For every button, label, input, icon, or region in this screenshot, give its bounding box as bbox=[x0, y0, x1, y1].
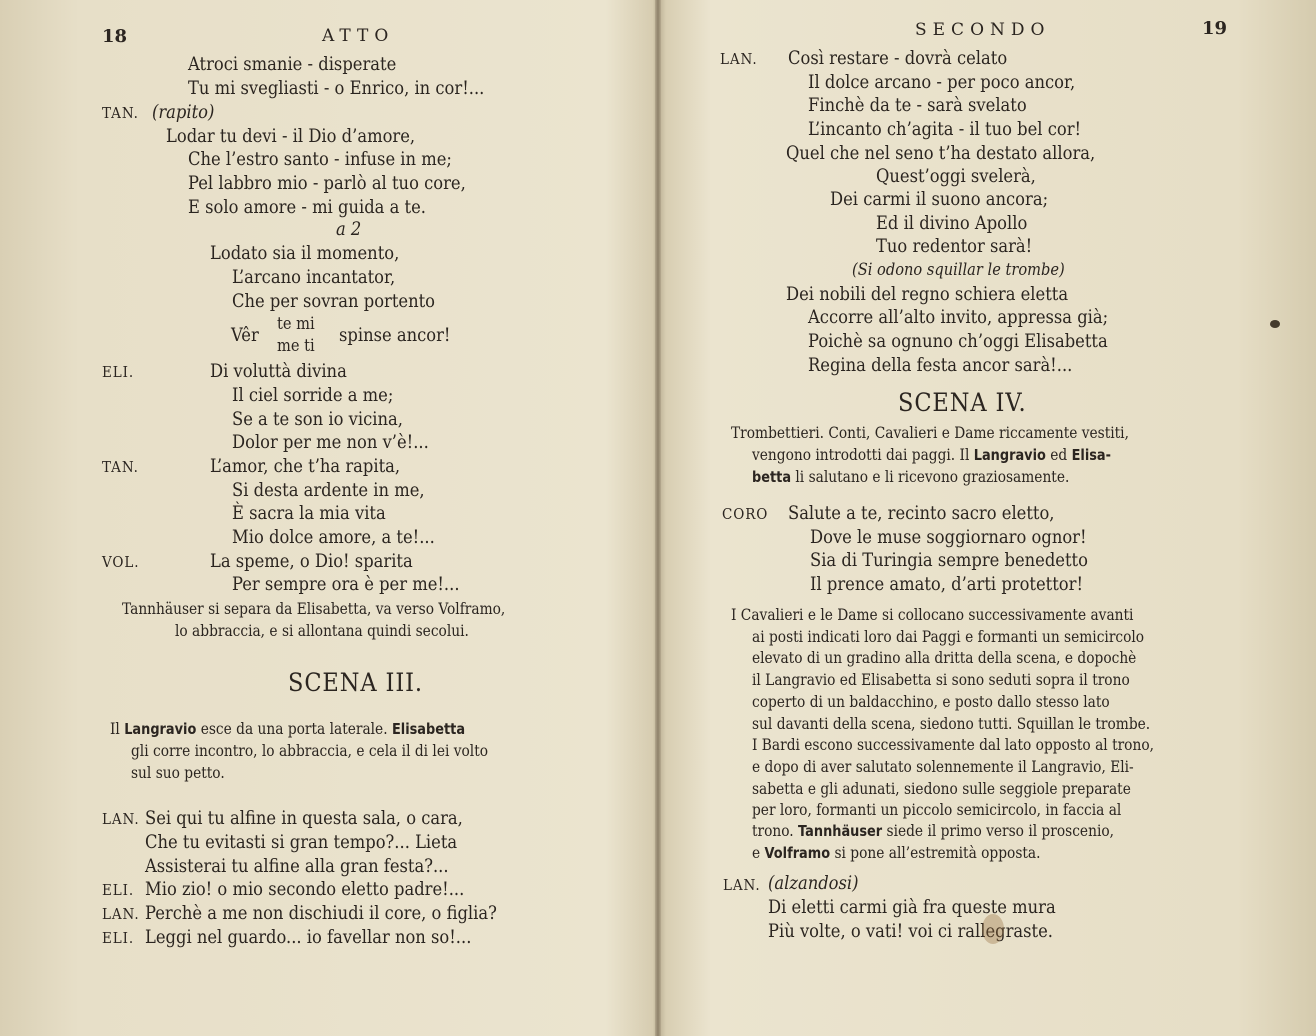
stage-word-il: Il bbox=[110, 719, 120, 738]
stage-direction-line: sul davanti della scena, siedono tutti. Squillan le trombe. bbox=[752, 713, 1151, 733]
chorus-line: Il prence amato, d’arti protettor! bbox=[810, 573, 1084, 595]
dialogue-line: Assisterai tu alfine alla gran festa?... bbox=[145, 855, 449, 877]
character-name-tannhauser: Tannhäuser bbox=[798, 822, 883, 840]
dialogue-line: Perchè a me non dischiudi il core, o figlia? bbox=[145, 902, 497, 924]
stage-direction-line: I Bardi escono successivamente dal lato opposto al trono, bbox=[752, 735, 1154, 755]
stage-direction-line: coperto di un baldacchino, e posto dallo stesso lato bbox=[752, 691, 1110, 711]
stage-direction-1-line-1: Tannhäuser si separa da Elisabetta, va verso Volframo, bbox=[122, 599, 506, 618]
stage-text-exit: esce da una porta laterale. bbox=[200, 719, 388, 738]
stage-direction-line: elevato di un gradino alla dritta della scena, e dopochè bbox=[752, 648, 1137, 668]
verse-line: L’amor, che t’ha rapita, bbox=[210, 455, 401, 477]
speaker-label: LAN. bbox=[720, 50, 758, 68]
character-name-elisa: Elisa- bbox=[1071, 446, 1111, 464]
scene-iv-stage-line-3 bbox=[752, 466, 1069, 489]
speaker-label: TAN. bbox=[102, 104, 139, 122]
speaker-label: ELI. bbox=[102, 929, 135, 947]
paper-stain bbox=[982, 914, 1004, 944]
verse-line: Il ciel sorride a me; bbox=[232, 384, 394, 406]
character-name-langravio-right: Langravio bbox=[973, 446, 1046, 464]
stage-word-ed: ed bbox=[1050, 445, 1068, 464]
scene-title-iii: SCENA III. bbox=[288, 668, 423, 697]
verse-line: Mio dolce amore, a te!... bbox=[232, 526, 435, 548]
stage-line-volframo bbox=[752, 842, 1041, 865]
stage-word-trono: trono. bbox=[752, 821, 794, 840]
speaker-label: ELI. bbox=[102, 363, 135, 381]
dialogue-line: Sei qui tu alfine in questa sala, o cara, bbox=[145, 807, 463, 829]
character-name-elisabetta: Elisabetta bbox=[391, 720, 466, 738]
ver-word: Vêr bbox=[231, 324, 259, 346]
verse-line: Più volte, o vati! voi ci rallegraste. bbox=[768, 920, 1053, 942]
stage-text-siede: siede il primo verso il proscenio, bbox=[886, 821, 1115, 840]
stage-direction-line: il Langravio ed Elisabetta si sono seduti sopra il trono bbox=[752, 670, 1130, 690]
dialogue-line: Leggi nel guardo... io favellar non so!... bbox=[145, 926, 472, 948]
speaker-lan-final: LAN. bbox=[723, 876, 761, 894]
verse-line: Il dolce arcano - per poco ancor, bbox=[808, 71, 1076, 93]
verse-line: Dei nobili del regno schiera eletta bbox=[786, 283, 1069, 305]
page-number-left: 18 bbox=[102, 26, 128, 47]
stage-direction-alzandosi: (alzandosi) bbox=[768, 872, 859, 894]
verse-line: Poichè sa ognuno ch’oggi Elisabetta bbox=[808, 330, 1108, 352]
verse-line: Così restare - dovrà celato bbox=[788, 47, 1008, 69]
speaker-label: LAN. bbox=[102, 810, 140, 828]
speaker-label: CORO bbox=[722, 505, 769, 523]
running-header-right: SECONDO bbox=[915, 20, 1051, 40]
verse-line: Di voluttà divina bbox=[210, 360, 347, 382]
verse-line: L’arcano incantator, bbox=[232, 266, 396, 288]
me-ti-lower: me ti bbox=[277, 336, 315, 356]
verse-line: Tu mi svegliasti - o Enrico, in cor!... bbox=[188, 77, 485, 99]
stage-direction-trombe: (Si odono squillar le trombe) bbox=[852, 260, 1065, 280]
chorus-line: Salute a te, recinto sacro eletto, bbox=[788, 502, 1055, 524]
stage-text-introdotti: vengono introdotti dai paggi. Il bbox=[752, 445, 970, 464]
verse-line: Atroci smanie - disperate bbox=[188, 53, 397, 75]
character-name-volframo: Volframo bbox=[764, 844, 831, 862]
chorus-line: Dove le muse soggiornaro ognor! bbox=[810, 526, 1087, 548]
verse-line: Lodato sia il momento, bbox=[210, 242, 400, 264]
verse-line: Lodar tu devi - il Dio d’amore, bbox=[166, 125, 416, 147]
stage-direction-line: sabetta e gli adunati, siedono sulle seggiole preparate bbox=[752, 778, 1131, 798]
stage-direction-2-line-1 bbox=[110, 718, 465, 741]
stage-direction-line: e dopo di aver salutato solennemente il Langravio, Eli- bbox=[752, 756, 1134, 776]
verse-line: Tuo redentor sarà! bbox=[876, 235, 1033, 257]
stage-direction-2-line-2: gli corre incontro, lo abbraccia, e cela il di lei volto bbox=[131, 741, 489, 760]
verse-line: La speme, o Dio! sparita bbox=[210, 550, 413, 572]
page-number-right: 19 bbox=[1202, 18, 1228, 39]
verse-line: E solo amore - mi guida a te. bbox=[188, 196, 426, 218]
stage-direction-line: I Cavalieri e le Dame si collocano successivamente avanti bbox=[731, 605, 1134, 624]
speaker-label: VOL. bbox=[102, 553, 140, 571]
scene-iv-stage-line-1: Trombettieri. Conti, Cavalieri e Dame riccamente vestiti, bbox=[731, 423, 1129, 442]
verse-line: Per sempre ora è per me!... bbox=[232, 573, 460, 595]
verse-line: Si desta ardente in me, bbox=[232, 479, 425, 501]
stage-text-salutano: li salutano e li ricevono graziosamente. bbox=[795, 467, 1070, 486]
stage-direction-line: per loro, formanti un piccolo semicircolo, in faccia al bbox=[752, 800, 1122, 820]
verse-line: Pel labbro mio - parlò al tuo core, bbox=[188, 172, 466, 194]
verse-line: Che l’estro santo - infuse in me; bbox=[188, 148, 452, 170]
stage-direction-rapito: (rapito) bbox=[152, 101, 215, 123]
verse-line: Ed il divino Apollo bbox=[876, 212, 1028, 234]
dialogue-line: Che tu evitasti si gran tempo?... Lieta bbox=[145, 831, 458, 853]
te-mi-upper: te mi bbox=[277, 314, 315, 334]
stage-word-e: e bbox=[752, 843, 761, 862]
dialogue-line: Mio zio! o mio secondo eletto padre!... bbox=[145, 878, 465, 900]
speaker-label: ELI. bbox=[102, 881, 135, 899]
chorus-line: Sia di Turingia sempre benedetto bbox=[810, 549, 1088, 571]
a-due-marker: a 2 bbox=[336, 218, 362, 240]
verse-line: Quel che nel seno t’ha destato allora, bbox=[786, 142, 1096, 164]
verse-line: Accorre all’alto invito, appressa già; bbox=[808, 306, 1109, 328]
character-name-langravio: Langravio bbox=[124, 720, 197, 738]
verse-line: È sacra la mia vita bbox=[232, 502, 386, 524]
verse-line: Dei carmi il suono ancora; bbox=[830, 188, 1049, 210]
scene-iv-stage-line-2 bbox=[752, 444, 1111, 467]
verse-line: Che per sovran portento bbox=[232, 290, 436, 312]
running-header-left: ATTO bbox=[322, 26, 395, 46]
stage-direction-2-line-3: sul suo petto. bbox=[131, 763, 225, 782]
stage-text-estremita: si pone all’estremità opposta. bbox=[834, 843, 1041, 862]
scene-title-iv: SCENA IV. bbox=[898, 388, 1027, 417]
stage-direction-line: ai posti indicati loro dai Paggi e formanti un semicircolo bbox=[752, 626, 1145, 646]
speaker-label: TAN. bbox=[102, 458, 139, 476]
character-name-betta: betta bbox=[752, 468, 792, 486]
verse-line: Di eletti carmi già fra queste mura bbox=[768, 896, 1056, 918]
verse-line: Se a te son io vicina, bbox=[232, 408, 403, 430]
stage-direction-1-line-2: lo abbraccia, e si allontana quindi secolui. bbox=[175, 621, 469, 640]
spinse-ancor: spinse ancor! bbox=[339, 324, 451, 346]
verse-line: Finchè da te - sarà svelato bbox=[808, 94, 1027, 116]
verse-line: Quest’oggi svelerà, bbox=[876, 165, 1036, 187]
verse-line: L’incanto ch’agita - il tuo bel cor! bbox=[808, 118, 1082, 140]
ver-te-mi-line bbox=[231, 312, 491, 358]
ink-spot bbox=[1270, 320, 1280, 328]
speaker-label: LAN. bbox=[102, 905, 140, 923]
verse-line: Regina della festa ancor sarà!... bbox=[808, 354, 1073, 376]
verse-line: Dolor per me non v’è!... bbox=[232, 431, 429, 453]
stage-line-tannhauser bbox=[752, 820, 1114, 843]
